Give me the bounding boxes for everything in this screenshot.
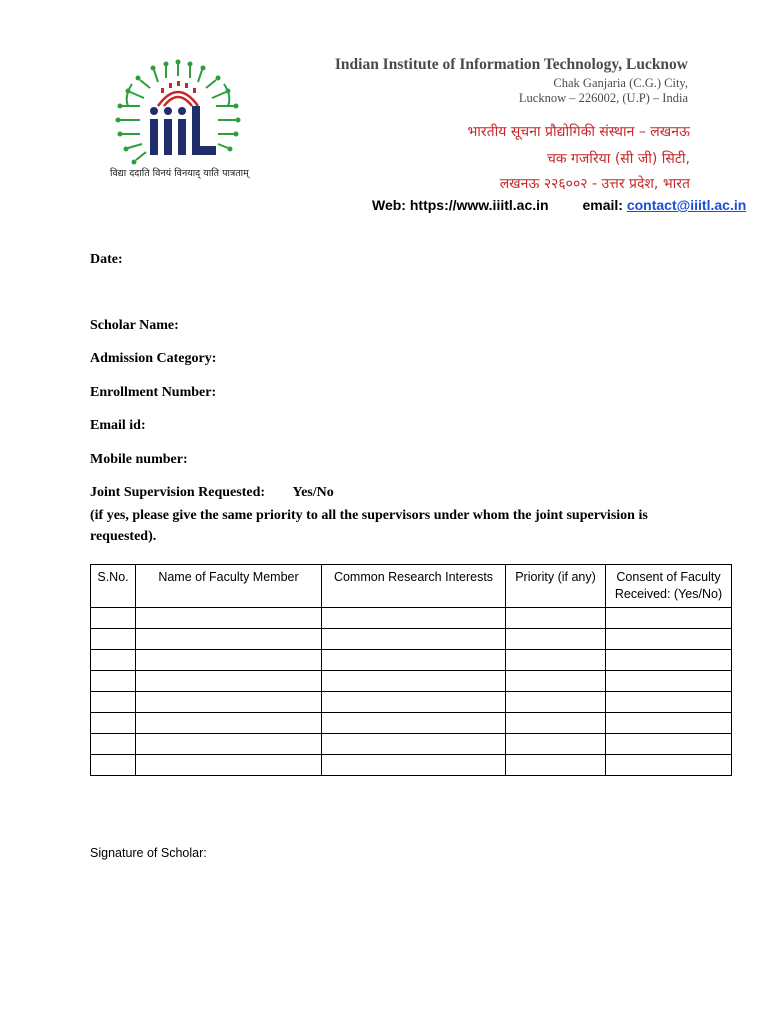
table-cell[interactable] [136, 608, 322, 629]
table-cell[interactable] [606, 692, 732, 713]
table-cell[interactable] [136, 692, 322, 713]
hindi-line-3: लखनऊ २२६००२ - उत्तर प्रदेश, भारत [499, 176, 690, 192]
joint-supervision-note: (if yes, please give the same priority to all the supervisors under whom the joint supervision is requested). [90, 508, 648, 544]
table-cell[interactable] [506, 671, 606, 692]
header-consent: Consent of Faculty Received: (Yes/No) [606, 565, 732, 608]
header-priority: Priority (if any) [506, 565, 606, 608]
table-cell[interactable] [322, 755, 506, 776]
table-header-row [91, 565, 732, 608]
header-sno: S.No. [91, 565, 136, 608]
email-id-label: Email id: [90, 418, 146, 433]
institute-logo [106, 56, 250, 180]
table-cell[interactable] [136, 755, 322, 776]
signature-label: Signature of Scholar: [90, 846, 207, 860]
table-cell[interactable] [322, 692, 506, 713]
contact-line [372, 197, 746, 213]
table-cell[interactable] [91, 650, 136, 671]
table-cell[interactable] [606, 734, 732, 755]
email-label: email: [582, 197, 623, 213]
address-line-2: Lucknow – 226002, (U.P) – India [518, 91, 688, 105]
table-cell[interactable] [506, 713, 606, 734]
table-row [91, 734, 732, 755]
table-cell[interactable] [606, 671, 732, 692]
joint-supervision-label: Joint Supervision Requested: [90, 485, 266, 500]
table-row [91, 671, 732, 692]
faculty-table [90, 564, 732, 776]
circuit-logo-icon [106, 56, 250, 180]
admission-category-label: Admission Category: [90, 351, 217, 366]
scholar-name-label: Scholar Name: [90, 318, 179, 333]
table-cell[interactable] [322, 629, 506, 650]
table-cell[interactable] [606, 629, 732, 650]
table-cell[interactable] [91, 671, 136, 692]
table-cell[interactable] [91, 692, 136, 713]
table-cell[interactable] [506, 755, 606, 776]
table-cell[interactable] [136, 713, 322, 734]
enrollment-number-label: Enrollment Number: [90, 385, 217, 400]
joint-supervision-options: Yes/No [292, 485, 334, 500]
web-url[interactable]: https://www.iiitl.ac.in [409, 197, 549, 213]
header-faculty-name: Name of Faculty Member [136, 565, 322, 608]
web-label: Web: [372, 197, 406, 213]
table-row [91, 713, 732, 734]
table-row [91, 629, 732, 650]
table-cell[interactable] [136, 650, 322, 671]
table-cell[interactable] [136, 734, 322, 755]
table-row [91, 608, 732, 629]
table-cell[interactable] [322, 713, 506, 734]
table-cell[interactable] [506, 650, 606, 671]
table-cell[interactable] [91, 755, 136, 776]
header-research-interests: Common Research Interests [322, 565, 506, 608]
table-cell[interactable] [322, 650, 506, 671]
joint-supervision-row [90, 485, 334, 501]
table-cell[interactable] [91, 608, 136, 629]
date-label: Date: [90, 252, 123, 267]
table-row [91, 755, 732, 776]
table-cell[interactable] [136, 671, 322, 692]
table-cell[interactable] [91, 629, 136, 650]
institute-motto: विद्या ददाति विनयं विनयाद् याति पात्रताम् [110, 168, 249, 179]
table-cell[interactable] [322, 734, 506, 755]
table-cell[interactable] [506, 629, 606, 650]
table-cell[interactable] [322, 671, 506, 692]
hindi-line-2: चक गजरिया (सी जी) सिटी, [546, 151, 690, 167]
table-cell[interactable] [606, 713, 732, 734]
institute-name: Indian Institute of Information Technology, Lucknow [334, 56, 688, 73]
table-row [91, 692, 732, 713]
table-cell[interactable] [606, 650, 732, 671]
table-cell[interactable] [506, 734, 606, 755]
mobile-number-label: Mobile number: [90, 452, 188, 467]
table-cell[interactable] [606, 755, 732, 776]
address-line-1: Chak Ganjaria (C.G.) City, [553, 76, 688, 90]
email-link[interactable]: contact@iiitl.ac.in [626, 197, 747, 213]
hindi-line-1: भारतीय सूचना प्रौद्योगिकी संस्थान – लखनऊ [467, 124, 690, 140]
table-row [91, 650, 732, 671]
table-cell[interactable] [322, 608, 506, 629]
table-cell[interactable] [136, 629, 322, 650]
table-cell[interactable] [606, 608, 732, 629]
table-cell[interactable] [91, 713, 136, 734]
table-cell[interactable] [91, 734, 136, 755]
table-cell[interactable] [506, 692, 606, 713]
table-cell[interactable] [506, 608, 606, 629]
